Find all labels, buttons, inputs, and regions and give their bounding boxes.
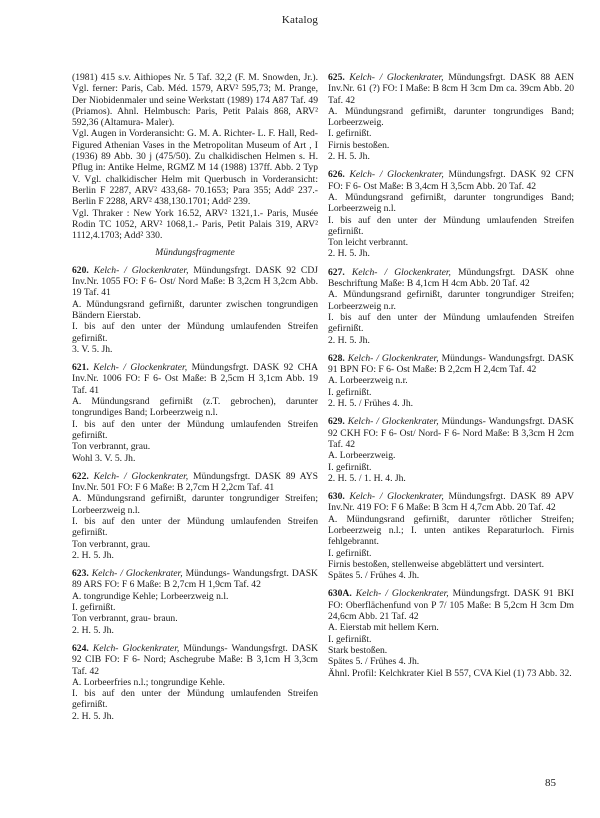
running-head: Katalog bbox=[281, 14, 319, 26]
entry-line: Ton verbrannt, grau. bbox=[72, 538, 151, 550]
entry-details: Mündungs- Wandungsfrgt. DASK 89 ARS FO: F 6 Maße: B 2,7cm H 1,9cm Taf. 42 bbox=[72, 568, 318, 591]
entry-heading bbox=[72, 362, 318, 396]
entry-object-type: Kelch- / Glockenkrater, bbox=[351, 266, 451, 278]
entry-object-type: Kelch- / Glockenkrater, bbox=[349, 491, 444, 503]
entry-number: 629. bbox=[328, 416, 345, 428]
entry-line: Wohl 3. V. 5. Jh. bbox=[72, 452, 136, 464]
entry-object-type: Kelch- / Glockenkrater, bbox=[347, 352, 439, 364]
entry-line: A. Mündungsrand gefirnißt, darunter zwischen tongrundigen Bändern Eierstab. bbox=[72, 298, 318, 321]
entry-object-type: Kelch- / Glockenkrater, bbox=[349, 72, 444, 83]
entry-line: 2. H. 5. Jh. bbox=[328, 248, 370, 260]
left-column bbox=[72, 72, 318, 722]
entry-number: 625. bbox=[328, 72, 345, 83]
catalog-entry bbox=[328, 491, 574, 581]
entry-heading bbox=[328, 588, 574, 622]
entry-object-type: Kelch- Glockenkrater, bbox=[92, 642, 180, 654]
entry-details: Mündungsfrgt. DASK 92 CHA Inv.Nr. 1006 FO: F 6- Ost Maße: B 2,5cm H 3,1cm Abb. 19 Taf. 41 bbox=[72, 362, 318, 396]
entry-line: 2. H. 5. Jh. bbox=[72, 710, 114, 722]
entry-number: 621. bbox=[72, 362, 89, 374]
entry-heading bbox=[328, 169, 574, 192]
entry-details: Mündungsfrgt. DASK 88 AEN Inv.Nr. 61 (?) FO: I Maße: B 8cm H 3cm Dm ca. 39cm Abb. 20 Taf. 42 bbox=[328, 72, 575, 106]
entry-heading bbox=[328, 416, 574, 450]
catalog-entry bbox=[328, 72, 574, 162]
entry-number: 628. bbox=[328, 352, 345, 364]
entry-number: 624. bbox=[72, 642, 89, 654]
intro-paragraph: Vgl. Thraker : New York 16.52, ARV² 1321,1.- Paris, Musée Rodin TC 1052, ARV² 1068,1.- Paris, Petit Palais 319, ARV² 1112,4.1703; Add² 330. bbox=[72, 207, 318, 242]
entry-heading bbox=[328, 72, 574, 106]
entry-object-type: Kelch- / Glockenkrater, bbox=[349, 169, 444, 181]
entry-details: Mündungs- Wandungsfrgt. DASK 92 CKH FO: F 6- Ost/ Nord- F 6- Nord Maße: B 3,3cm H 2cm Taf. 42 bbox=[328, 416, 574, 450]
catalog-entry bbox=[328, 588, 574, 678]
entry-line: I. bis auf den unter der Mündung umlaufenden Streifen gefirnißt. bbox=[72, 321, 318, 344]
entry-object-type: Kelch- / Glockenkrater, bbox=[91, 568, 183, 580]
entry-line: 2. H. 5. Jh. bbox=[72, 624, 114, 636]
entry-line: 2. H. 5. Jh. bbox=[72, 549, 114, 561]
catalog-entry bbox=[72, 265, 318, 355]
entry-heading bbox=[328, 491, 574, 514]
catalog-entry bbox=[328, 267, 574, 346]
entry-details: Mündungs- Wandungsfrgt. DASK 92 CIB FO: F 6- Nord; Aschegrube Maße: B 3,1cm H 3,3cm Taf. 42 bbox=[72, 642, 318, 677]
entry-number: 627. bbox=[328, 266, 345, 278]
entry-details: Mündungs- Wandungsfrgt. DASK 91 BPN FO: F 6- Ost Maße: B 2,2cm H 2,4cm Taf. 42 bbox=[328, 352, 574, 376]
entry-line: Ton verbrannt, grau- braun. bbox=[72, 613, 178, 625]
entry-object-type: Kelch- / Glockenkrater, bbox=[93, 264, 189, 276]
entry-line: Ähnl. Profil: Kelchkrater Kiel B 557, CVA Kiel (1) 73 Abb. 32. bbox=[328, 667, 572, 679]
entry-object-type: Kelch- / Glockenkrater, bbox=[347, 416, 439, 428]
entry-line: Stark bestoßen. bbox=[328, 644, 388, 656]
entry-line: Firnis bestoßen. bbox=[328, 139, 390, 151]
entry-line: I. gefirnißt. bbox=[328, 461, 372, 473]
entry-details: Mündungsfrgt. DASK 92 CFN FO: F 6- Ost Maße: B 3,4cm H 3,5cm Abb. 20 Taf. 42 bbox=[328, 169, 575, 192]
entry-object-type: Kelch- / Glockenkrater, bbox=[93, 362, 188, 374]
entry-line: Spätes 5. / Frühes 4. Jh. bbox=[328, 570, 420, 582]
entry-line: I. bis auf den unter der Mündung umlaufenden Streifen gefirnißt. bbox=[72, 515, 318, 539]
intro-paragraph: (1981) 415 s.v. Aithiopes Nr. 5 Taf. 32,2 (F. M. Snowden, Jr.). Vgl. ferner: Paris, Cab. Méd. 1579, ARV² 595,73; M. Prange, Der Niobidenmaler und seine Werkstatt (1989) 174 A87 Taf. 49 (Priamos). Ahnl. Helmbusch: Paris, Petit Palais 868, ARV² 592,36 (Altamura- Maler). bbox=[72, 72, 318, 129]
entry-heading bbox=[72, 471, 318, 494]
catalog-entry bbox=[72, 471, 318, 561]
entry-line: Ton verbrannt, grau. bbox=[72, 441, 151, 453]
catalog-entry bbox=[328, 353, 574, 409]
entry-line: Spätes 5. / Frühes 4. Jh. bbox=[328, 656, 420, 668]
catalog-entry bbox=[328, 169, 574, 259]
entry-number: 622. bbox=[72, 470, 89, 482]
entry-line: 3. V. 5. Jh. bbox=[72, 343, 113, 355]
entry-line: A. Lorbeerzweig. bbox=[328, 450, 396, 462]
entry-line: I. bis auf den unter der Mündung umlaufenden Streifen gefirnißt. bbox=[328, 214, 574, 237]
entry-object-type: Kelch- / Glockenkrater, bbox=[355, 588, 449, 600]
page-number: 85 bbox=[545, 777, 556, 789]
entry-line: 2. H. 5. Jh. bbox=[328, 151, 370, 163]
intro-paragraph: Vgl. Augen in Vorderansicht: G. M. A. Richter- L. F. Hall, Red- Figured Athenian Vases in the Metropolitan Museum of Art , I (1936) 89 Abb. 30 j (475/50). Zu chalkidischen Helmen s. H. Pflug in: Antike Helme, RGMZ M 14 (1988) 137ff. Abb. 2 Typ V. Vgl. chalkidischer Helm mit Querbusch in Vorderansicht: Berlin F 2287, ARV² 433,68- 70.1653; Para 355; Add² 237.- Berlin F 2288, ARV² 438,130.1701; Add² 239. bbox=[72, 128, 318, 208]
catalog-entry bbox=[72, 643, 318, 722]
entry-number: 630A. bbox=[328, 588, 352, 600]
entry-line: I. gefirnißt. bbox=[328, 547, 372, 559]
entry-object-type: Kelch- / Glockenkrater, bbox=[93, 470, 189, 482]
right-column bbox=[328, 72, 574, 679]
entry-line: A. Mündungsrand gefirnißt, darunter tongrundiges Band; Lorbeerzweig n.l. bbox=[328, 191, 574, 215]
entry-details: Mündungsfrgt. DASK 89 AYS Inv.Nr. 501 FO: F 6 Maße: B 2,7cm H 2,2cm Taf. 41 bbox=[72, 470, 318, 494]
entry-number: 620. bbox=[72, 264, 89, 276]
entry-line: A. Mündungsrand gefirnißt, darunter tongrundiges Band; Lorbeerzweig. bbox=[328, 105, 574, 129]
catalog-entry bbox=[328, 416, 574, 484]
entry-details: Mündungsfrgt. DASK ohne Beschriftung Maße: B 4,1cm H 4cm Abb. 20 Taf. 42 bbox=[328, 266, 575, 290]
entry-details: Mündungsfrgt. DASK 92 CDJ Inv.Nr. 1055 FO: F 6- Ost/ Nord Maße: B 3,2cm H 3,2cm Abb. 19 Taf. 41 bbox=[72, 264, 318, 299]
entry-heading bbox=[72, 568, 318, 591]
entry-line: A. Mündungsrand gefirnißt (z.T. gebrochen), darunter tongrundiges Band; Lorbeerzweig n.l. bbox=[72, 396, 318, 419]
entry-number: 630. bbox=[328, 491, 345, 503]
entry-line: Ton leicht verbrannt. bbox=[328, 237, 409, 249]
section-heading: Mündungsfragmente bbox=[155, 247, 235, 259]
entry-number: 626. bbox=[328, 169, 345, 181]
entry-line: I. bis auf den unter der Mündung umlaufenden Streifen gefirnißt. bbox=[72, 688, 318, 711]
entry-line: A. Mündungsrand gefirnißt, darunter tongrundiger Streifen; Lorbeerzweig n.l. bbox=[72, 493, 318, 516]
entry-details: Mündungsfrgt. DASK 91 BKI FO: Oberflächenfund von P 7/ 105 Maße: B 5,2cm H 3cm Dm 24,6cm Abb. 21 Taf. 42 bbox=[328, 588, 575, 623]
entry-heading bbox=[328, 353, 574, 376]
entry-line: A. Lorbeerfries n.l.; tongrundige Kehle. bbox=[72, 676, 225, 688]
entry-line: 2. H. 5. / Frühes 4. Jh. bbox=[328, 398, 414, 410]
entry-line: I. gefirnißt. bbox=[328, 633, 372, 645]
entry-line: A. Mündungsrand gefirnißt, darunter rötlicher Streifen; Lorbeerzweig n.l.; I. unten antikes Reparaturloch. Firnis fehlgebrannt. bbox=[328, 513, 574, 548]
catalog-entry bbox=[72, 568, 318, 636]
entry-line: A. Mündungsrand gefirnißt, darunter tongrundiger Streifen; Lorbeerzweig n.r. bbox=[328, 289, 574, 312]
entry-line: A. Eierstab mit hellem Kern. bbox=[328, 622, 439, 634]
entry-heading bbox=[328, 267, 574, 290]
right-entry-list bbox=[328, 72, 574, 679]
entry-details: Mündungsfrgt. DASK 89 APV Inv.Nr. 419 FO: F 6 Maße: B 3cm H 4,7cm Abb. 20 Taf. 42 bbox=[328, 491, 575, 514]
entry-line: 2. H. 5. Jh. bbox=[328, 334, 370, 346]
entry-line: A. tongrundige Kehle; Lorbeerzweig n.l. bbox=[72, 590, 229, 602]
entry-line: I. gefirnißt. bbox=[328, 128, 372, 140]
entry-line: I. gefirnißt. bbox=[72, 602, 116, 614]
entry-line: I. bis auf den unter der Mündung umlaufenden Streifen gefirnißt. bbox=[72, 418, 318, 441]
entry-number: 623. bbox=[72, 568, 89, 580]
entry-line: 2. H. 5. / 1. H. 4. Jh. bbox=[328, 472, 406, 484]
entry-line: A. Lorbeerzweig n.r. bbox=[328, 375, 408, 387]
entry-heading bbox=[72, 265, 318, 299]
entry-line: Firnis bestoßen, stellenweise abgeblättert und versintert. bbox=[328, 558, 545, 570]
entry-line: I. gefirnißt. bbox=[328, 386, 372, 398]
entry-heading bbox=[72, 643, 318, 677]
entry-line: I. bis auf den unter der Mündung umlaufenden Streifen gefirnißt. bbox=[328, 311, 574, 335]
left-entry-list bbox=[72, 265, 318, 722]
catalog-entry bbox=[72, 362, 318, 464]
